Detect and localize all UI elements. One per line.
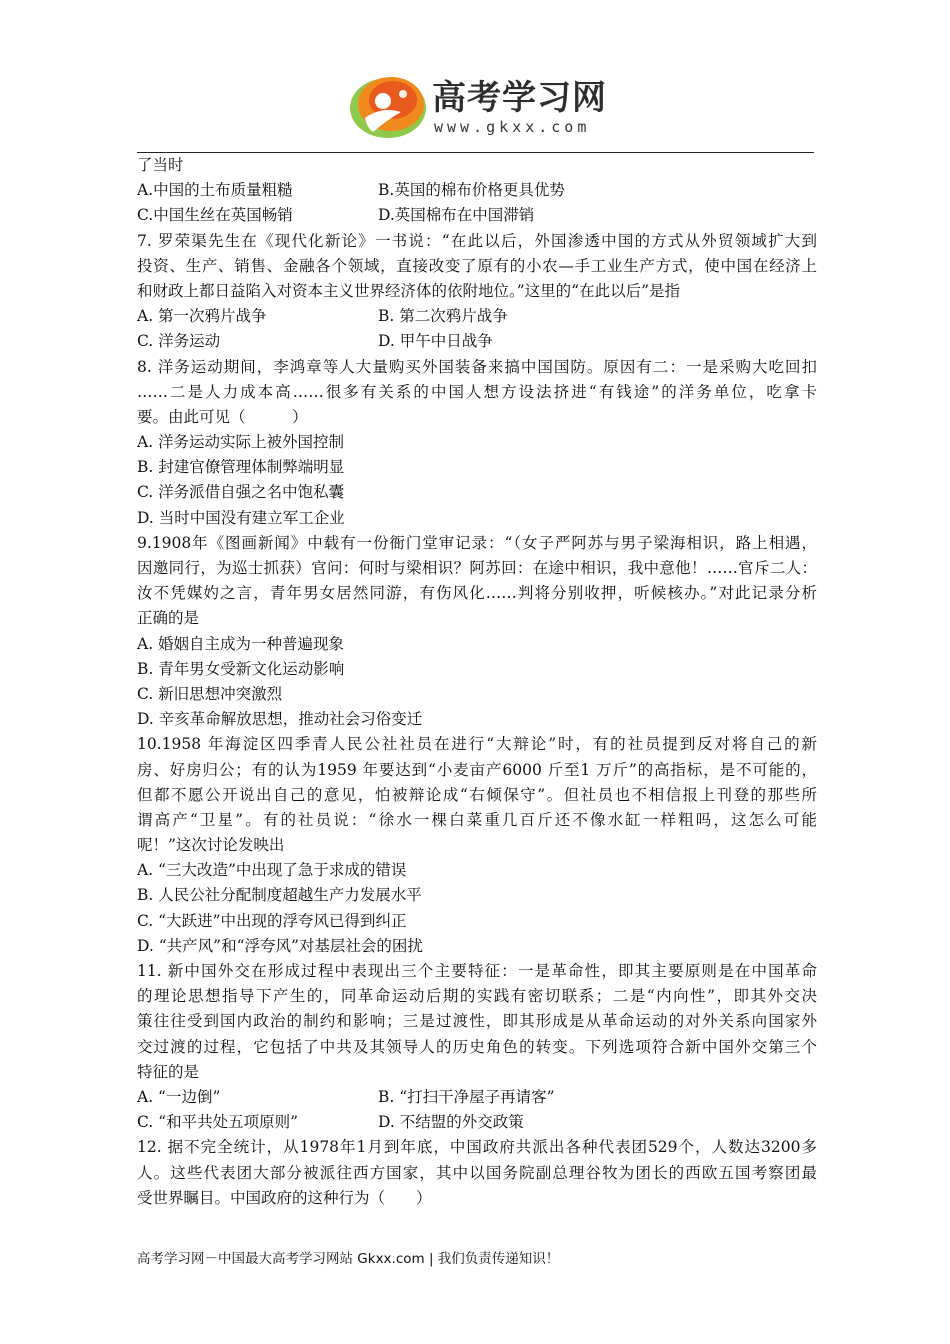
text-line: 了当时: [137, 156, 184, 174]
option-b: B. “打扫干净屋子再请客”: [378, 1087, 555, 1106]
option-b: B. 人民公社分配制度超越生产力发展水平: [137, 886, 422, 905]
question-10-text: 但都不愿公开说出自己的意见，怕被辩论成“右倾保守”。但社员也不相信报上刊登的那些所: [137, 785, 817, 804]
option-row: [137, 329, 817, 354]
page-footer: 高考学习网－中国最大高考学习网站 Gkxx.com | 我们负责传递知识！: [137, 1251, 560, 1267]
question-11-text: 11. 新中国外交在形成过程中表现出三个主要特征：一是革命性，即其主要原则是在中国革命: [137, 962, 817, 980]
option-d: D. 辛亥革命解放思想，推动社会习俗变迁: [137, 710, 423, 729]
question-9-text: 汝不凭媒妁之言，青年男女居然同游，有伤风化……判将分别收押，听候核办。”对此记录分析: [137, 584, 817, 603]
option-b: B. 青年男女受新文化运动影响: [137, 659, 345, 678]
question-7-text: 和财政上都日益陷入对资本主义世界经济体的依附地位。”这里的“在此以后”是指: [137, 281, 681, 300]
option-a: A. “三大改造”中出现了急于求成的错误: [137, 861, 407, 880]
option-d: D. “共产风”和“浮夸风”对基层社会的困扰: [137, 936, 423, 955]
option-row: [137, 304, 817, 329]
question-8-text: 8. 洋务运动期间，李鸿章等人大量购买外国装备来搞中国国防。原因有二：一是采购大吃回扣: [137, 357, 817, 376]
question-8-text: 要。由此可见（ ）: [137, 407, 308, 426]
question-11-text: 交过渡的过程，它包括了中共及其领导人的历史角色的转变。下列选项符合新中国外交第三个: [137, 1037, 817, 1056]
option-c: C. “和平共处五项原则”: [137, 1113, 299, 1132]
option-c: C. 洋务运动: [137, 332, 221, 351]
option-b: B. 第二次鸦片战争: [378, 307, 508, 326]
page-header: [0, 0, 950, 160]
option-c: C. 洋务派借自强之名中饱私囊: [137, 483, 345, 502]
logo-url: www.gkxx.com: [434, 118, 591, 136]
question-10-text: 呢！”这次讨论发映出: [137, 836, 285, 855]
logo-title: 高考学习网: [432, 78, 607, 118]
option-row: [137, 1110, 817, 1135]
question-12-text: 人。这些代表团大部分被派往西方国家，其中以国务院副总理谷牧为团长的西欧五国考察团最: [137, 1163, 817, 1182]
option-a: A. 婚姻自主成为一种普遍现象: [137, 634, 345, 653]
option-b: B. 封建官僚管理体制弊端明显: [137, 458, 345, 477]
option-row: [137, 1085, 817, 1110]
option-d: D. 甲午中日战争: [378, 332, 493, 351]
question-10-text: 谓高产“卫星”。有的社员说：“徐水一棵白菜重几百斤还不像水缸一样粗吗，这怎么可能: [137, 810, 817, 829]
option-d: D. 不结盟的外交政策: [378, 1113, 524, 1132]
question-9-text: 9.1908年《图画新闻》中载有一份衙门堂审记录：“（女子严阿苏与男子梁海相识，路上相遇，: [137, 533, 817, 552]
question-7-text: 7. 罗荣渠先生在《现代化新论》一书说：“在此以后，外国渗透中国的方式从外贸领域扩大到: [137, 231, 817, 250]
option-c: C. 新旧思想冲突激烈: [137, 684, 283, 703]
option-a: A.中国的土布质量粗糙: [137, 181, 293, 200]
option-row: [137, 178, 817, 203]
option-a: A. 第一次鸦片战争: [137, 307, 267, 326]
question-12-text: 12. 据不完全统计，从1978年1月到年底，中国政府共派出各种代表团529个，人数达3200多: [137, 1138, 817, 1157]
option-c: C.中国生丝在英国畅销: [137, 206, 293, 225]
option-row: [137, 203, 817, 228]
question-9-text: 正确的是: [137, 609, 200, 628]
option-a: A. “一边倒”: [137, 1087, 221, 1106]
question-10-text: 10.1958 年海淀区四季青人民公社社员在进行“大辩论”时，有的社员提到反对将自己的新: [137, 735, 817, 754]
question-11-text: 的理论思想指导下产生的，同革命运动后期的实践有密切联系；二是“内向性”，即其外交决: [137, 987, 817, 1006]
option-d: D.英国棉布在中国滞销: [378, 206, 535, 225]
document-body: [137, 153, 817, 1211]
question-9-text: 因邀同行，为巡士抓获）官问：何时与梁相识？阿苏回：在途中相识，我中意他！……官斥二人：: [137, 559, 817, 577]
question-10-text: 房、好房归公；有的认为1959 年要达到“小麦亩产6000 斤至1 万斤”的高指标，是不可能的，: [137, 760, 817, 779]
question-11-text: 策往往受到国内政治的制约和影响；三是过渡性，即其形成是从革命运动的对外关系向国家外: [137, 1012, 817, 1031]
question-11-text: 特征的是: [137, 1062, 200, 1081]
question-12-text: 受世界瞩目。中国政府的这种行为（ ）: [137, 1188, 432, 1207]
option-b: B.英国的棉布价格更具优势: [378, 181, 565, 200]
question-8-text: ……二是人力成本高……很多有关系的中国人想方设法挤进“有钱途”的洋务单位，吃拿卡: [137, 382, 817, 401]
option-a: A. 洋务运动实际上被外国控制: [137, 433, 345, 452]
option-d: D. 当时中国没有建立军工企业: [137, 508, 345, 527]
option-c: C. “大跃进”中出现的浮夸风已得到纠正: [137, 911, 407, 930]
gkxx-logo-icon: [347, 70, 429, 142]
question-7-text: 投资、生产、销售、金融各个领域，直接改变了原有的小农—手工业生产方式，使中国在经济上: [137, 256, 817, 275]
